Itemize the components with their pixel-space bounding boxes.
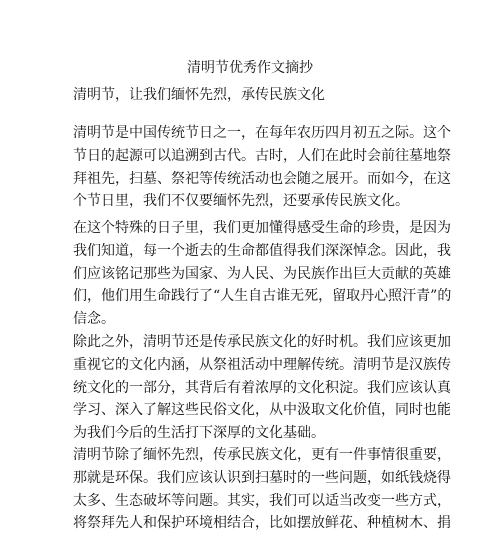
paragraph-line: 学习、深入了解这些民俗文化，从中汲取文化价值，同时也能 [73,402,451,419]
paragraph-line: 个节日里，我们不仅要缅怀先烈，还要承传民族文化。 [73,193,409,210]
paragraph-line: 重视它的文化内涵，从祭祖活动中理解传统。清明节是汉族传 [73,356,451,373]
document-subtitle: 清明节，让我们缅怀先烈，承传民族文化 [73,87,325,103]
paragraph-line: 拜祖先，扫墓、祭祀等传统活动也会随之展开。而如今，在这 [73,170,451,187]
paragraph-line: 节日的起源可以追溯到古代。古时，人们在此时会前往墓地祭 [73,147,451,164]
paragraph-line: 在这个特殊的日子里，我们更加懂得感受生命的珍贵，是因为 [73,220,451,236]
paragraph-line: 清明节除了缅怀先烈，传承民族文化，更有一件事情很重要， [73,447,451,463]
paragraph-line: 清明节是中国传统节日之一，在每年农历四月初五之际。这个 [73,125,451,141]
paragraph-line: 太多、生态破坏等问题。其实，我们可以适当改变一些方式， [73,492,451,509]
paragraph-line: 统文化的一部分，其背后有着浓厚的文化积淀。我们应该认真 [73,379,451,396]
paragraph-line: 们应该铭记那些为国家、为人民、为民族作出巨大贡献的英雄 [73,265,451,282]
paragraph-line: 们，他们用生命践行了“人生自古谁无死，留取丹心照汗青”的 [73,288,452,305]
paragraph-1 [73,122,451,213]
paragraph-line: 我们知道，每一个逝去的生命都值得我们深深悼念。因此，我 [73,242,451,259]
document-title: 清明节优秀作文摘抄 [187,60,313,76]
paragraph-2 [73,217,451,331]
paragraph-3 [73,331,451,445]
paragraph-line: 为我们今后的生活打下深厚的文化基础。 [73,425,325,442]
paragraph-line: 信念。 [73,311,115,328]
paragraph-line: 除此之外，清明节还是传承民族文化的好时机。我们应该更加 [73,334,451,350]
paragraph-line: 将祭拜先人和保护环境相结合，比如摆放鲜花、种植树木、捐 [73,515,451,532]
paragraph-4 [73,444,451,535]
paragraph-line: 那就是环保。我们应该认识到扫墓时的一些问题，如纸钱烧得 [73,469,451,486]
